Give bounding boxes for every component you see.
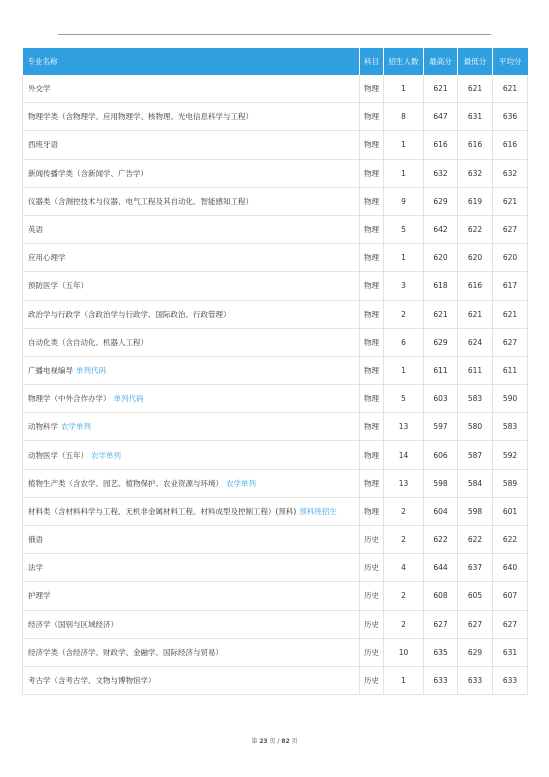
table-row — [23, 244, 528, 272]
max-score-cell: 603 — [424, 385, 458, 413]
subject-cell: 物理 — [360, 469, 384, 497]
major-name: 材料类（含材料科学与工程、无机非金属材料工程、材料成型及控制工程）(预科) — [28, 506, 297, 516]
table-row — [23, 666, 528, 694]
major-name-cell — [23, 300, 360, 328]
max-score-cell: 618 — [424, 272, 458, 300]
subject-cell: 物理 — [360, 497, 384, 525]
major-tag: 农学单列 — [61, 422, 91, 432]
avg-score-cell: 632 — [493, 159, 528, 187]
table-row — [23, 526, 528, 554]
subject-cell: 历史 — [360, 582, 384, 610]
min-score-cell: 620 — [458, 244, 493, 272]
avg-score-cell: 611 — [493, 356, 528, 384]
table-row — [23, 385, 528, 413]
major-name-cell — [23, 328, 360, 356]
max-score-cell: 633 — [424, 666, 458, 694]
avg-score-cell: 607 — [493, 582, 528, 610]
avg-score-cell: 616 — [493, 131, 528, 159]
subject-cell: 物理 — [360, 413, 384, 441]
table-row — [23, 75, 528, 103]
table-row — [23, 610, 528, 638]
enroll-count-cell: 1 — [384, 356, 424, 384]
min-score-cell: 619 — [458, 187, 493, 215]
enroll-count-cell: 1 — [384, 131, 424, 159]
min-score-cell: 637 — [458, 554, 493, 582]
header-min-score: 最低分 — [458, 48, 493, 75]
enroll-count-cell: 1 — [384, 244, 424, 272]
table-row — [23, 328, 528, 356]
header-enroll-count: 招生人数 — [384, 48, 424, 75]
subject-cell: 物理 — [360, 215, 384, 243]
max-score-cell: 621 — [424, 75, 458, 103]
min-score-cell: 616 — [458, 131, 493, 159]
min-score-cell: 621 — [458, 300, 493, 328]
major-name: 考古学（含考古学、文物与博物馆学） — [28, 676, 156, 686]
table-row — [23, 638, 528, 666]
enroll-count-cell: 5 — [384, 385, 424, 413]
min-score-cell: 633 — [458, 666, 493, 694]
avg-score-cell: 620 — [493, 244, 528, 272]
max-score-cell: 635 — [424, 638, 458, 666]
major-name-cell — [23, 554, 360, 582]
header-max-score: 最高分 — [424, 48, 458, 75]
min-score-cell: 631 — [458, 103, 493, 131]
major-name: 物理学（中外合作办学） — [28, 394, 111, 404]
major-name-cell — [23, 159, 360, 187]
avg-score-cell: 631 — [493, 638, 528, 666]
major-name-cell — [23, 582, 360, 610]
avg-score-cell: 622 — [493, 526, 528, 554]
subject-cell: 物理 — [360, 131, 384, 159]
major-name: 俄语 — [28, 535, 43, 545]
avg-score-cell: 617 — [493, 272, 528, 300]
min-score-cell: 621 — [458, 75, 493, 103]
top-rule — [58, 34, 491, 35]
enroll-count-cell: 9 — [384, 187, 424, 215]
major-name-cell — [23, 215, 360, 243]
enroll-count-cell: 14 — [384, 441, 424, 469]
min-score-cell: 611 — [458, 356, 493, 384]
major-name: 英语 — [28, 225, 43, 235]
header-avg-score: 平均分 — [493, 48, 528, 75]
subject-cell: 历史 — [360, 638, 384, 666]
max-score-cell: 621 — [424, 300, 458, 328]
major-name: 护理学 — [28, 591, 51, 601]
subject-cell: 历史 — [360, 526, 384, 554]
min-score-cell: 580 — [458, 413, 493, 441]
major-tag: 预科班招生 — [299, 506, 337, 516]
table-row — [23, 215, 528, 243]
max-score-cell: 616 — [424, 131, 458, 159]
avg-score-cell: 601 — [493, 497, 528, 525]
major-name: 经济学类（含经济学、财政学、金融学、国际经济与贸易） — [28, 647, 223, 657]
major-name: 外交学 — [28, 84, 51, 94]
min-score-cell: 624 — [458, 328, 493, 356]
major-tag: 单列代码 — [113, 394, 144, 404]
major-tag: 单列代码 — [76, 365, 106, 375]
avg-score-cell: 590 — [493, 385, 528, 413]
min-score-cell: 622 — [458, 215, 493, 243]
major-tag: 农学单列 — [226, 478, 256, 488]
major-name: 仪器类（含测控技术与仪器、电气工程及其自动化、智能感知工程） — [28, 196, 253, 206]
avg-score-cell: 583 — [493, 413, 528, 441]
header-subject: 科目 — [360, 48, 384, 75]
avg-score-cell: 589 — [493, 469, 528, 497]
min-score-cell: 629 — [458, 638, 493, 666]
major-name-cell — [23, 413, 360, 441]
max-score-cell: 629 — [424, 328, 458, 356]
admission-score-table — [22, 48, 528, 695]
enroll-count-cell: 13 — [384, 469, 424, 497]
min-score-cell: 598 — [458, 497, 493, 525]
max-score-cell: 620 — [424, 244, 458, 272]
major-name: 自动化类（含自动化、机器人工程） — [28, 337, 148, 347]
enroll-count-cell: 2 — [384, 582, 424, 610]
table-row — [23, 187, 528, 215]
table-row — [23, 582, 528, 610]
footer-suffix: 页 — [291, 738, 298, 745]
table-row — [23, 131, 528, 159]
avg-score-cell: 621 — [493, 187, 528, 215]
table-row — [23, 441, 528, 469]
subject-cell: 历史 — [360, 666, 384, 694]
max-score-cell: 647 — [424, 103, 458, 131]
enroll-count-cell: 4 — [384, 554, 424, 582]
max-score-cell: 629 — [424, 187, 458, 215]
max-score-cell: 611 — [424, 356, 458, 384]
avg-score-cell: 621 — [493, 75, 528, 103]
enroll-count-cell: 2 — [384, 300, 424, 328]
max-score-cell: 598 — [424, 469, 458, 497]
enroll-count-cell: 5 — [384, 215, 424, 243]
major-name-cell — [23, 526, 360, 554]
table-row — [23, 300, 528, 328]
enroll-count-cell: 10 — [384, 638, 424, 666]
subject-cell: 历史 — [360, 554, 384, 582]
min-score-cell: 587 — [458, 441, 493, 469]
footer-page-number: 23 — [259, 738, 268, 745]
subject-cell: 历史 — [360, 610, 384, 638]
avg-score-cell: 627 — [493, 215, 528, 243]
major-name: 新闻传播学类（含新闻学、广告学） — [28, 168, 148, 178]
major-name: 预防医学（五年） — [28, 281, 88, 291]
major-name-cell — [23, 187, 360, 215]
max-score-cell: 642 — [424, 215, 458, 243]
enroll-count-cell: 2 — [384, 497, 424, 525]
subject-cell: 物理 — [360, 187, 384, 215]
footer-middle: 页 / — [269, 738, 280, 745]
major-name-cell — [23, 497, 360, 525]
major-name-cell — [23, 244, 360, 272]
major-name-cell — [23, 666, 360, 694]
enroll-count-cell: 2 — [384, 526, 424, 554]
major-name: 物理学类（含物理学、应用物理学、核物理、光电信息科学与工程） — [28, 112, 253, 122]
table-row — [23, 497, 528, 525]
max-score-cell: 597 — [424, 413, 458, 441]
subject-cell: 物理 — [360, 75, 384, 103]
min-score-cell: 605 — [458, 582, 493, 610]
major-name-cell — [23, 75, 360, 103]
major-name-cell — [23, 356, 360, 384]
subject-cell: 物理 — [360, 385, 384, 413]
min-score-cell: 616 — [458, 272, 493, 300]
enroll-count-cell: 6 — [384, 328, 424, 356]
major-name-cell — [23, 131, 360, 159]
max-score-cell: 632 — [424, 159, 458, 187]
major-name: 植物生产类（含农学、园艺、植物保护、农业资源与环境） — [28, 478, 223, 488]
max-score-cell: 622 — [424, 526, 458, 554]
avg-score-cell: 621 — [493, 300, 528, 328]
avg-score-cell: 636 — [493, 103, 528, 131]
subject-cell: 物理 — [360, 328, 384, 356]
major-name: 动物医学（五年） — [28, 450, 88, 460]
enroll-count-cell: 3 — [384, 272, 424, 300]
major-tag: 农学单列 — [91, 450, 121, 460]
major-name-cell — [23, 272, 360, 300]
subject-cell: 物理 — [360, 300, 384, 328]
table-row — [23, 103, 528, 131]
avg-score-cell: 640 — [493, 554, 528, 582]
table-row — [23, 159, 528, 187]
major-name-cell — [23, 441, 360, 469]
major-name-cell — [23, 103, 360, 131]
major-name: 政治学与行政学（含政治学与行政学、国际政治、行政管理） — [28, 309, 231, 319]
subject-cell: 物理 — [360, 356, 384, 384]
min-score-cell: 583 — [458, 385, 493, 413]
avg-score-cell: 627 — [493, 328, 528, 356]
table-body — [23, 75, 528, 695]
enroll-count-cell: 1 — [384, 159, 424, 187]
max-score-cell: 644 — [424, 554, 458, 582]
major-name: 经济学（国别与区域经济） — [28, 619, 118, 629]
enroll-count-cell: 8 — [384, 103, 424, 131]
table-row — [23, 272, 528, 300]
subject-cell: 物理 — [360, 103, 384, 131]
major-name-cell — [23, 385, 360, 413]
major-name: 西班牙语 — [28, 140, 58, 150]
min-score-cell: 584 — [458, 469, 493, 497]
min-score-cell: 622 — [458, 526, 493, 554]
major-name: 法学 — [28, 563, 43, 573]
table-row — [23, 413, 528, 441]
footer-total-pages: 82 — [281, 738, 290, 745]
subject-cell: 物理 — [360, 159, 384, 187]
enroll-count-cell: 2 — [384, 610, 424, 638]
max-score-cell: 627 — [424, 610, 458, 638]
subject-cell: 物理 — [360, 272, 384, 300]
major-name: 广播电视编导 — [28, 365, 73, 375]
enroll-count-cell: 1 — [384, 75, 424, 103]
major-name-cell — [23, 469, 360, 497]
avg-score-cell: 627 — [493, 610, 528, 638]
table-row — [23, 356, 528, 384]
avg-score-cell: 592 — [493, 441, 528, 469]
subject-cell: 物理 — [360, 441, 384, 469]
page-footer — [0, 736, 549, 745]
enroll-count-cell: 13 — [384, 413, 424, 441]
table-header-row — [23, 48, 528, 75]
major-name: 应用心理学 — [28, 253, 66, 263]
table-row — [23, 469, 528, 497]
min-score-cell: 632 — [458, 159, 493, 187]
min-score-cell: 627 — [458, 610, 493, 638]
footer-prefix: 第 — [251, 738, 258, 745]
enroll-count-cell: 1 — [384, 666, 424, 694]
avg-score-cell: 633 — [493, 666, 528, 694]
max-score-cell: 604 — [424, 497, 458, 525]
header-major-name: 专业名称 — [23, 48, 360, 75]
max-score-cell: 606 — [424, 441, 458, 469]
major-name-cell — [23, 610, 360, 638]
table-row — [23, 554, 528, 582]
subject-cell: 物理 — [360, 244, 384, 272]
major-name: 动物科学 — [28, 422, 58, 432]
max-score-cell: 608 — [424, 582, 458, 610]
major-name-cell — [23, 638, 360, 666]
